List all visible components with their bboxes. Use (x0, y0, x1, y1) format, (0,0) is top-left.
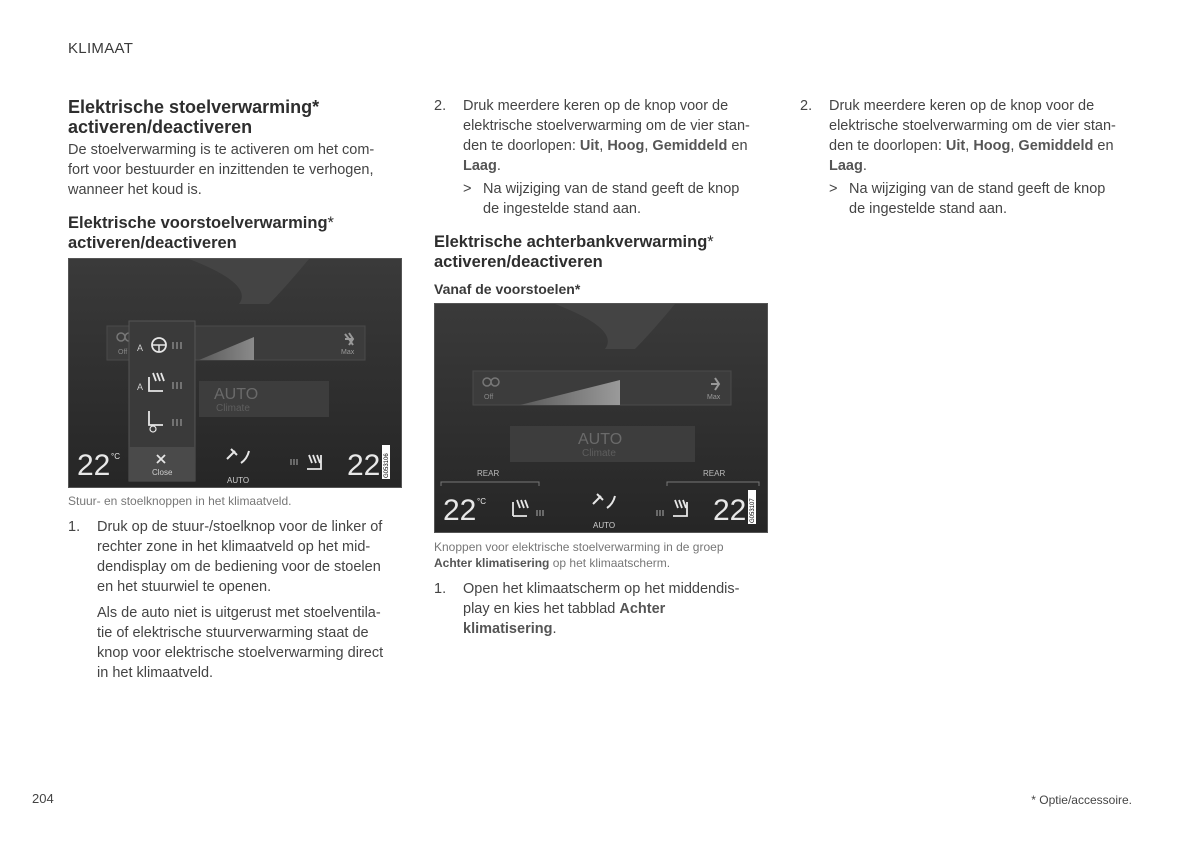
intro-paragraph (68, 140, 408, 200)
fan-off-label: Off (484, 394, 494, 401)
result-marker: > (463, 181, 472, 197)
temperature-unit: °C (111, 452, 120, 461)
option-laag: Laag (463, 158, 497, 174)
caption-line: Knoppen voor elektrische stoelverwarming in de groep (434, 540, 724, 554)
rear-left-label: REAR (477, 469, 500, 478)
option-gemiddeld: Gemiddeld (652, 138, 728, 154)
right-temperature[interactable]: 22 (713, 494, 747, 527)
result-line: de ingestelde stand aan. (849, 201, 1008, 217)
result-marker: > (829, 181, 838, 197)
asterisk: * (707, 233, 714, 251)
caption-bold: Achter klimatisering (434, 555, 550, 570)
note-line: tie of elektrische stuurverwarming staat de (97, 625, 369, 641)
tab-name: klimatisering (463, 621, 553, 637)
step-line: elektrische stoelverwarming om de vier stan- (829, 118, 1116, 134)
step-line: den te doorlopen: Uit, Hoog, Gemiddeld en (829, 138, 1114, 154)
intro-line: De stoelverwarming is te activeren om het com- (68, 142, 375, 158)
subsubsection-title: Vanaf de voorstoelen* (434, 281, 581, 297)
option-hoog: Hoog (973, 138, 1011, 154)
subsection-title-front (68, 213, 408, 253)
subsection-title-main: Elektrische voorstoelverwarming (68, 214, 328, 232)
climate-label: Climate (216, 403, 250, 414)
step-line: Laag. (829, 158, 867, 174)
figure-code: G053107 (750, 498, 756, 523)
subsection-title-line1 (434, 232, 774, 252)
note-line: Als de auto niet is uitgerust met stoelventila- (97, 605, 381, 621)
step-line: klimatisering. (463, 621, 557, 637)
note-paragraph (97, 603, 417, 683)
step-line: play en kies het tabblad Achter (463, 601, 666, 617)
figure-code: G053106 (384, 453, 390, 478)
result-line: Na wijziging van de stand geeft de knop (483, 181, 740, 197)
step-line: rechter zone in het klimaatveld op het mid- (97, 539, 371, 555)
section-header: KLIMAAT (68, 40, 134, 57)
auto-label: AUTO (578, 431, 623, 448)
step-1-rear (434, 579, 774, 639)
step-2-rear (800, 96, 1140, 176)
footnote: * Optie/accessoire. (1031, 793, 1132, 807)
caption-line: Achter klimatisering op het klimaatscherm. (434, 555, 671, 570)
subsection-title-rear (434, 232, 774, 272)
note-line: in het klimaatveld. (97, 665, 214, 681)
result-line: de ingestelde stand aan. (483, 201, 642, 217)
option-uit: Uit (945, 138, 966, 154)
option-uit: Uit (579, 138, 600, 154)
step-line: Druk meerdere keren op de knop voor de (463, 98, 729, 114)
step-1 (68, 517, 408, 597)
climate-panel-figure-front (68, 258, 402, 488)
option-hoog: Hoog (607, 138, 645, 154)
step-number: 2. (434, 98, 447, 114)
left-temperature[interactable]: 22 (443, 494, 477, 527)
subsection-title-main: Elektrische achterbankverwarming (434, 233, 708, 251)
section-title-line2: activeren/deactiveren (68, 117, 253, 137)
fan-max-label: Max (707, 394, 721, 401)
auto-small-label: AUTO (593, 521, 616, 530)
climate-label: Climate (582, 448, 616, 459)
option-gemiddeld: Gemiddeld (1018, 138, 1094, 154)
intro-line: fort voor bestuurder en inzittenden te verhogen, (68, 162, 374, 178)
step-line: elektrische stoelverwarming om de vier stan- (463, 118, 750, 134)
step-line: dendisplay om de bediening voor de stoelen (97, 559, 381, 575)
step-line: Druk op de stuur-/stoelknop voor de linker of (97, 519, 383, 535)
auto-a-label: A (137, 343, 144, 353)
right-temperature[interactable]: 22 (347, 449, 381, 482)
subsection-title-line1 (68, 213, 408, 233)
auto-label: AUTO (214, 386, 259, 403)
asterisk: * (327, 214, 334, 232)
step-number: 2. (800, 98, 813, 114)
section-title (68, 97, 398, 137)
result-line: Na wijziging van de stand geeft de knop (849, 181, 1106, 197)
step-number: 1. (68, 519, 81, 535)
auto-small-label: AUTO (227, 476, 250, 485)
auto-a-label: A (137, 382, 144, 392)
step-line: den te doorlopen: Uit, Hoog, Gemiddeld en (463, 138, 748, 154)
section-title-line1: Elektrische stoelverwarming* (68, 97, 320, 117)
close-button[interactable] (129, 447, 195, 481)
step-line: en het stuurwiel te openen. (97, 579, 272, 595)
close-label: Close (152, 468, 173, 477)
temperature-unit: °C (477, 497, 486, 506)
step-line: Open het klimaatscherm op het middendis- (463, 581, 740, 597)
tab-name: Achter (619, 601, 666, 617)
fan-off-label: Off (118, 349, 128, 356)
step-line: Laag. (463, 158, 501, 174)
step-number: 1. (434, 581, 447, 597)
option-laag: Laag (829, 158, 863, 174)
rear-right-label: REAR (703, 469, 726, 478)
fan-max-label: Max (341, 349, 355, 356)
intro-line: wanneer het koud is. (68, 182, 202, 198)
step-line: Druk meerdere keren op de knop voor de (829, 98, 1095, 114)
figure-caption: Stuur- en stoelknoppen in het klimaatveld. (68, 494, 292, 508)
note-line: knop voor elektrische stoelverwarming direct (97, 645, 384, 661)
step-result (463, 179, 783, 219)
left-temperature[interactable]: 22 (77, 449, 111, 482)
subsection-title-line2: activeren/deactiveren (68, 234, 237, 252)
step-result (829, 179, 1149, 219)
climate-panel-figure-rear (434, 303, 768, 533)
figure-caption (434, 540, 774, 571)
step-2 (434, 96, 774, 176)
page-number: 204 (32, 791, 54, 806)
subsection-title-line2: activeren/deactiveren (434, 253, 603, 271)
